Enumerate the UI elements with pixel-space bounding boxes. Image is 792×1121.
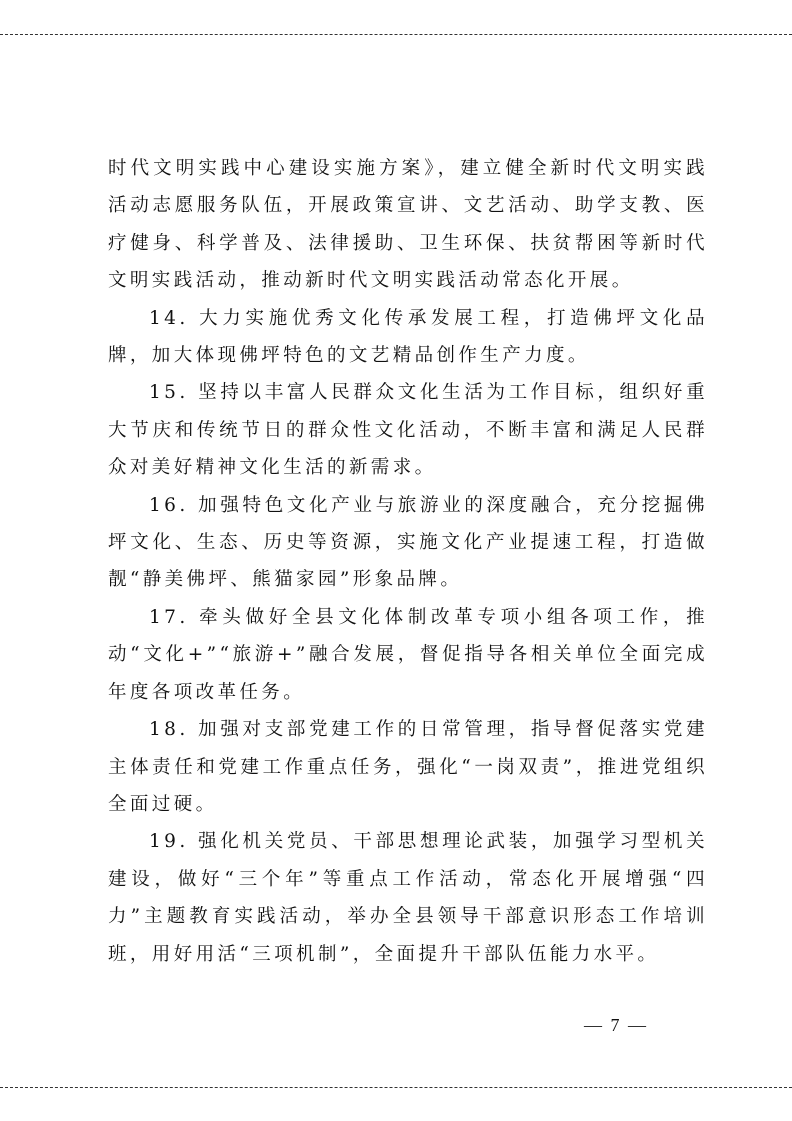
paragraph-item-15: 15. 坚持以丰富人民群众文化生活为工作目标，组织好重大节庆和传统节日的群众性文化活动，不断丰富和满足人民群众对美好精神文化生活的新需求。 xyxy=(108,382,708,479)
document-body xyxy=(108,150,708,973)
page-number: — 7 — xyxy=(584,1015,648,1035)
top-cut-line xyxy=(0,34,792,35)
paragraph-item-18: 18. 加强对支部党建工作的日常管理，指导督促落实党建主体责任和党建工作重点任务，强化“一岗双责”，推进党组织全面过硬。 xyxy=(108,719,708,815)
paragraph-item-19: 19. 强化机关党员、干部思想理论武装，加强学习型机关建设，做好“三个年”等重点工作活动，常态化开展增强“四力”主题教育实践活动，举办全县领导干部意识形态工作培训班，用好用活“三项机制”，全面提升干部队伍能力水平。 xyxy=(108,831,708,965)
paragraph-item-16: 16. 加强特色文化产业与旅游业的深度融合，充分挖掘佛坪文化、生态、历史等资源，实施文化产业提速工程，打造做靓“静美佛坪、熊猫家园”形象品牌。 xyxy=(108,494,708,591)
bottom-cut-line xyxy=(0,1087,792,1088)
paragraph-item-17: 17. 牵头做好全县文化体制改革专项小组各项工作，推动“文化+”“旅游+”融合发展，督促指导各相关单位全面完成年度各项改革任务。 xyxy=(108,606,708,703)
paragraph-item-14: 14. 大力实施优秀文化传承发展工程，打造佛坪文化品牌，加大体现佛坪特色的文艺精品创作生产力度。 xyxy=(108,307,708,367)
paragraph-continuation: 时代文明实践中心建设实施方案》，建立健全新时代文明实践活动志愿服务队伍，开展政策宣讲、文艺活动、助学支教、医疗健身、科学普及、法律援助、卫生环保、扶贫帮困等新时代文明实践活动，推动新时代文明实践活动常态化开展。 xyxy=(108,158,708,292)
